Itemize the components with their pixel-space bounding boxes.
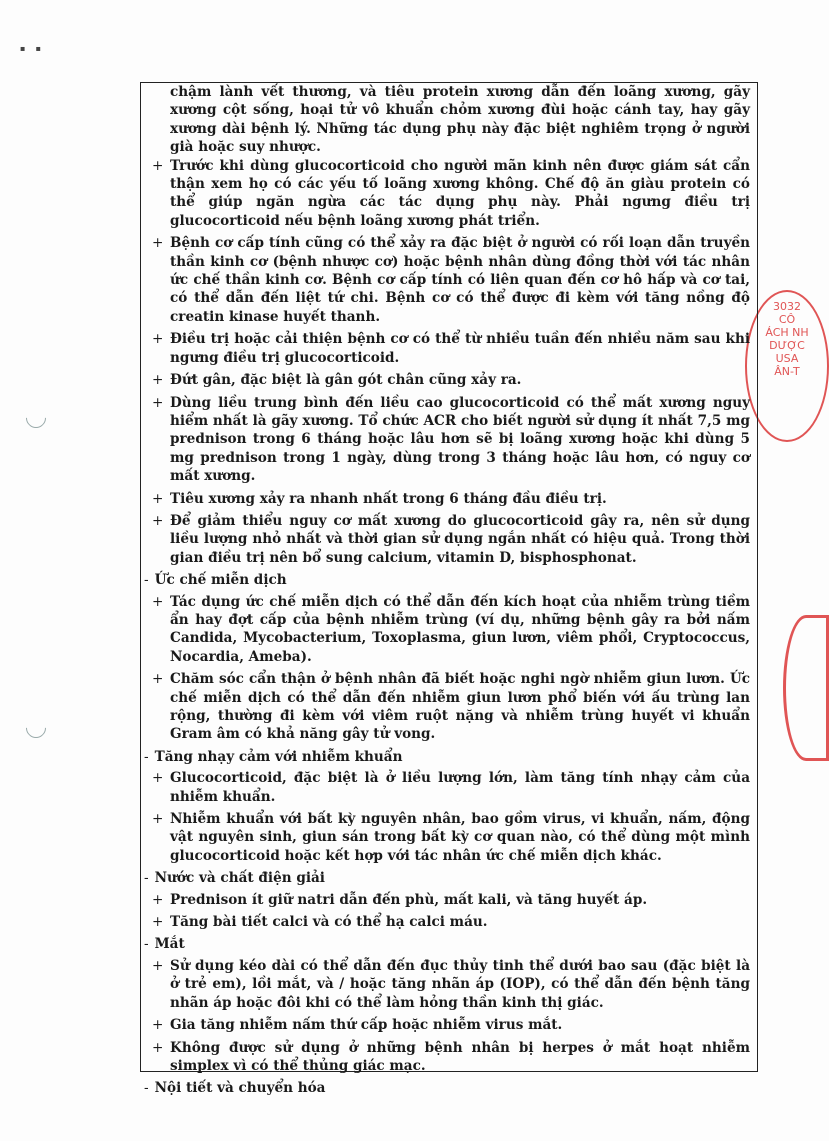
dash-marker: - [144, 870, 149, 887]
dash-marker: - [144, 936, 149, 953]
bullet-item [150, 891, 750, 909]
bullet-text: Nhiễm khuẩn với bất kỳ nguyên nhân, bao gồm virus, vi khuẩn, nấm, động vật nguyên sinh, giun sán trong bất kỳ cơ quan nào, có thể dùng một mình glucocorticoid hoặc kết hợp với tác nhân ức chế miễn dịch khác. [170, 811, 750, 864]
section-heading-text: Tăng nhạy cảm với nhiễm khuẩn [154, 748, 403, 765]
punch-hole-mark [22, 404, 50, 432]
bullet-item [150, 1039, 750, 1076]
paragraph: chậm lành vết thương, và tiêu protein xương dẫn đến loãng xương, gãy xương cột sống, hoại tử vô khuẩn chỏm xương đùi hoặc cánh tay, hay gãy xương dài bệnh lý. Những tác dụng phụ này đặc biệt nghiêm trọng ở người già hoặc suy nhược. [170, 84, 750, 156]
bullet-text: Điều trị hoặc cải thiện bệnh cơ có thể từ nhiều tuần đến nhiều năm sau khi ngưng điều trị glucocorticoid. [170, 331, 750, 366]
bullet-text: Bệnh cơ cấp tính cũng có thể xảy ra đặc biệt ở người có rối loạn dẫn truyền thần kinh cơ (bệnh nhược cơ) hoặc bệnh nhân dùng đồng thời với tác nhân ức chế thần kinh cơ. Bệnh cơ cấp tính có liên quan đến cơ hô hấp và cơ tai, có thể dẫn đến liệt tứ chi. Bệnh cơ có thể được đi kèm với tăng nồng độ creatin kinase huyết thanh. [170, 235, 750, 325]
section-heading-text: Ức chế miễn dịch [154, 572, 287, 589]
bullet-text: Tăng bài tiết calci và có thể hạ calci máu. [170, 914, 488, 931]
bullet-text: Sử dụng kéo dài có thể dẫn đến đục thủy tinh thể dưới bao sau (đặc biệt là ở trẻ em), lồi mắt, và / hoặc tăng nhãn áp (IOP), có thể dẫn đến bệnh tăng nhãn áp hoặc đôi khi có thể làm hỏng thần kinh thị giác. [170, 957, 750, 1011]
bullet-text: Glucocorticoid, đặc biệt là ở liều lượng lớn, làm tăng tính nhạy cảm của nhiễm khuẩn. [170, 770, 750, 805]
bullet-item [150, 157, 750, 231]
plus-marker: + [152, 914, 164, 931]
section-heading [144, 869, 750, 887]
stamp-text: CÔ [778, 313, 796, 326]
bullet-text: Tác dụng ức chế miễn dịch có thể dẫn đến kích hoạt của nhiễm trùng tiềm ẩn hay đợt cấp của bệnh nhiễm trùng (ví dụ, những bệnh gây ra bởi nấm Candida, Mycobacterium, Toxoplasma, giun lươn, viêm phổi, Cryptococcus, Nocardia, Ameba). [170, 593, 750, 665]
plus-marker: + [152, 957, 164, 974]
bullet-item [150, 1016, 750, 1034]
plus-marker: + [152, 811, 164, 828]
dash-marker: - [144, 748, 149, 765]
plus-marker: + [152, 157, 164, 174]
section-heading [144, 935, 750, 953]
dash-marker: - [144, 1080, 149, 1097]
plus-marker: + [152, 1017, 164, 1034]
bullet-item [150, 913, 750, 931]
bullet-item [150, 957, 750, 1012]
plus-marker: + [152, 671, 164, 688]
bullet-item [150, 394, 750, 486]
punch-hole-mark [22, 714, 50, 742]
plus-marker: + [152, 512, 164, 529]
bullet-item [150, 234, 750, 326]
company-stamp-edge [783, 615, 829, 761]
section-heading-text: Nước và chất điện giải [154, 870, 325, 887]
section-heading [144, 748, 750, 766]
stamp-text: 3032 [773, 300, 801, 313]
bullet-text: Gia tăng nhiễm nấm thứ cấp hoặc nhiễm virus mắt. [170, 1017, 563, 1034]
bullet-item [150, 371, 750, 389]
section-heading [144, 1079, 750, 1097]
bullet-item [150, 512, 750, 567]
plus-marker: + [152, 372, 164, 389]
bullet-text: Chăm sóc cẩn thận ở bệnh nhân đã biết hoặc nghi ngờ nhiễm giun lươn. Ức chế miễn dịch có thể dẫn đến nhiễm giun lươn phổ biến với ấu trùng lan rộng, thường đi kèm với viêm ruột nặng và nhiễm trùng huyết vi khuẩn Gram âm có khả năng gây tử vong. [170, 671, 750, 743]
bullet-item [150, 490, 750, 508]
section-heading [144, 571, 750, 589]
plus-marker: + [152, 331, 164, 348]
stamp-text: ÁCH NH [765, 326, 809, 339]
document-body [144, 83, 750, 1101]
bullet-item [150, 670, 750, 744]
scan-specks: ▪ ▪ [20, 44, 42, 53]
plus-marker: + [152, 891, 164, 908]
stamp-text: ÂN-T [774, 365, 800, 378]
bullet-text: Tiêu xương xảy ra nhanh nhất trong 6 tháng đầu điều trị. [170, 490, 607, 507]
bullet-item [150, 330, 750, 367]
bullet-item [150, 769, 750, 806]
bullet-item [150, 593, 750, 667]
plus-marker: + [152, 770, 164, 787]
plus-marker: + [152, 593, 164, 610]
stamp-text: DƯỢC [769, 339, 805, 352]
stamp-text: USA [775, 352, 799, 365]
dash-marker: - [144, 572, 149, 589]
bullet-text: Để giảm thiểu nguy cơ mất xương do glucocorticoid gây ra, nên sử dụng liều lượng nhỏ nhất và thời gian sử dụng ngắn nhất có hiệu quả. Trong thời gian điều trị nên bổ sung calcium, vitamin D, bisphosphonat. [170, 512, 750, 566]
plus-marker: + [152, 490, 164, 507]
bullet-text: Prednison ít giữ natri dẫn đến phù, mất kali, và tăng huyết áp. [170, 891, 648, 908]
bullet-text: Đứt gân, đặc biệt là gân gót chân cũng xảy ra. [170, 372, 522, 389]
section-heading-text: Nội tiết và chuyển hóa [154, 1080, 326, 1097]
plus-marker: + [152, 1039, 164, 1056]
bullet-item [150, 810, 750, 865]
bullet-text: Trước khi dùng glucocorticoid cho người mãn kinh nên được giám sát cẩn thận xem họ có các yếu tố loãng xương không. Chế độ ăn giàu protein có thể giúp ngăn ngừa các tác dụng phụ này. Phải ngưng điều trị glucocorticoid nếu bệnh loãng xương phát triển. [170, 157, 750, 229]
section-heading-text: Mắt [154, 936, 185, 953]
plus-marker: + [152, 235, 164, 252]
bullet-text: Không được sử dụng ở những bệnh nhân bị herpes ở mắt hoạt nhiễm simplex vì có thể thủng giác mạc. [170, 1039, 750, 1074]
bullet-text: Dùng liều trung bình đến liều cao glucocorticoid có thể mất xương nguy hiểm nhất là gãy xương. Tổ chức ACR cho biết người sử dụng ít nhất 7,5 mg prednison trong 6 tháng hoặc lâu hơn sẽ bị loãng xương hoặc khi dùng 5 mg prednison trong 1 ngày, dùng trong 3 tháng hoặc lâu hơn, có nguy cơ mất xương. [170, 394, 750, 485]
plus-marker: + [152, 394, 164, 411]
